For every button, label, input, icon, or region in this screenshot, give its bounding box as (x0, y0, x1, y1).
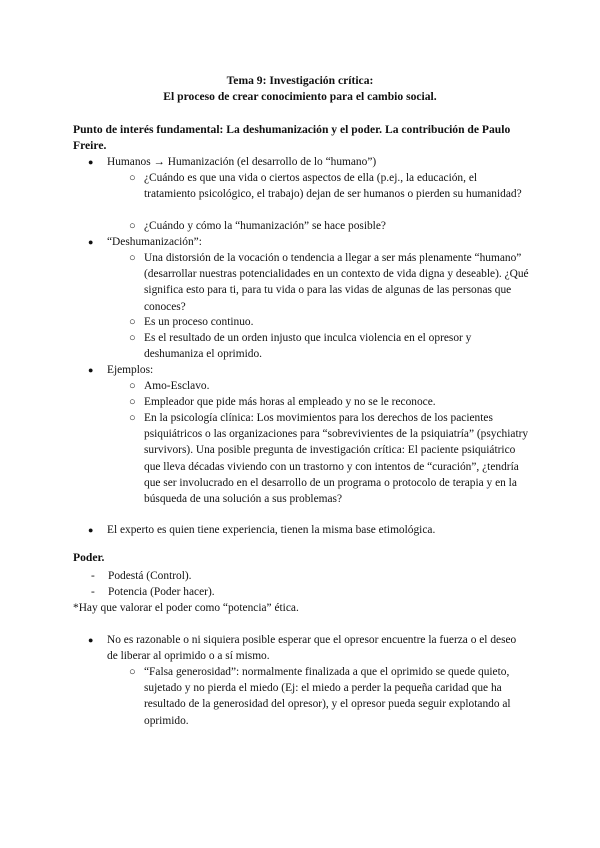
sub-list-item-text: Una distorsión de la vocación o tendencia a llegar a ser más plenamente “humano” (desarrollar nuestras potencialidades en un contexto de vida digna y deseable). ¿Qué significa esto para ti, para tu vida o para las vidas de algunas de las personas que conoces? (144, 252, 529, 313)
circle-bullet-icon: ○ (129, 172, 136, 184)
circle-bullet-icon: ○ (129, 396, 136, 408)
list-item-text: El experto es quien tiene experiencia, tienen la misma base etimológica. (107, 524, 436, 536)
circle-bullet-icon: ○ (129, 316, 136, 328)
sub-list-item-text: ¿Cuándo y cómo la “humanización” se hace posible? (144, 220, 386, 232)
list-item-text: Ejemplos: (107, 364, 154, 376)
sub-list-item-text: Es un proceso continuo. (144, 316, 254, 328)
sub-list-item (129, 330, 529, 362)
sub-list-item-text: ¿Cuándo es que una vida o ciertos aspectos de ella (p.ej., la educación, el tratamiento psicológico, el trabajo) dejan de ser humanos o pierden su humanidad? (144, 172, 522, 201)
document-title: Tema 9: Investigación crítica: (226, 74, 374, 87)
sub-list-item (129, 394, 529, 410)
list-item-text: “Deshumanización”: (107, 236, 202, 248)
sub-list-item-text: Amo-Esclavo. (144, 380, 210, 392)
list-item-text: Humanos → Humanización (el desarrollo de lo “humano”) (107, 156, 377, 168)
bullet-icon: ● (88, 365, 94, 375)
sub-list-item-text: Empleador que pide más horas al empleado y no se le reconoce. (144, 396, 436, 408)
list-item (88, 362, 528, 378)
list-item (88, 154, 528, 170)
sub-list-item (129, 218, 529, 234)
section-heading-deshumanizacion: Punto de interés fundamental: La deshumanización y el poder. La contribución de Paulo Freire. (73, 123, 511, 153)
list-item (88, 234, 528, 250)
bullet-icon: ● (88, 157, 94, 167)
circle-bullet-icon: ○ (129, 380, 136, 392)
dash-list-item-text: Potencia (Poder hacer). (108, 586, 215, 598)
sub-list-item-text: Es el resultado de un orden injusto que inculca violencia en el opresor y deshumaniza el oprimido. (144, 332, 472, 361)
bullet-icon: ● (88, 635, 94, 645)
sub-list-item (129, 170, 529, 202)
sub-list-item-text: En la psicología clínica: Los movimientos para los derechos de los pacientes psiquiátricos o las organizaciones para “sobrevivientes de la psiquiatría” (psychiatry survivors). Una posible pregunta de investigación crítica: El paciente psiquiátrico que lleva décadas viviendo con un trastorno y con intentos de “curación”, ¿tendría que ser involucrado en el desarrollo de un programa o protocolo de terapia y en la búsqueda de una solución a sus problemas? (144, 412, 529, 506)
circle-bullet-icon: ○ (129, 220, 136, 232)
dash-list-item-text: Podestá (Control). (108, 570, 192, 582)
bullet-icon: ● (88, 237, 94, 247)
sub-list-item (129, 664, 529, 729)
sub-list-item-text: “Falsa generosidad”: normalmente finalizada a que el oprimido se quede quieto, sujetado y no pierda el miedo (Ej: el miedo a perder la pequeña caridad que ha resultado de la generosidad del opresor), y el opresor pueda seguir explotando al oprimido. (144, 666, 511, 727)
circle-bullet-icon: ○ (129, 666, 136, 678)
sub-list-item (129, 250, 529, 315)
circle-bullet-icon: ○ (129, 412, 136, 424)
list-item-text: No es razonable o ni siquiera posible esperar que el opresor encuentre la fuerza o el deseo de liberar al oprimido o a sí mismo. (107, 634, 517, 663)
bullet-icon: ● (88, 525, 94, 535)
sub-list-item (129, 410, 529, 507)
dash-list-item (91, 568, 491, 584)
sub-list-item (129, 314, 529, 330)
dash-icon: - (91, 586, 95, 598)
circle-bullet-icon: ○ (129, 252, 136, 264)
document-subtitle: El proceso de crear conocimiento para el cambio social. (163, 90, 437, 103)
note-text: *Hay que valorar el poder como “potencia” ética. (73, 602, 299, 614)
circle-bullet-icon: ○ (129, 332, 136, 344)
list-item (88, 522, 528, 538)
section-heading-poder: Poder. (73, 551, 105, 564)
list-item (88, 632, 528, 664)
dash-list-item (91, 584, 491, 600)
dash-icon: - (91, 570, 95, 582)
sub-list-item (129, 378, 529, 394)
